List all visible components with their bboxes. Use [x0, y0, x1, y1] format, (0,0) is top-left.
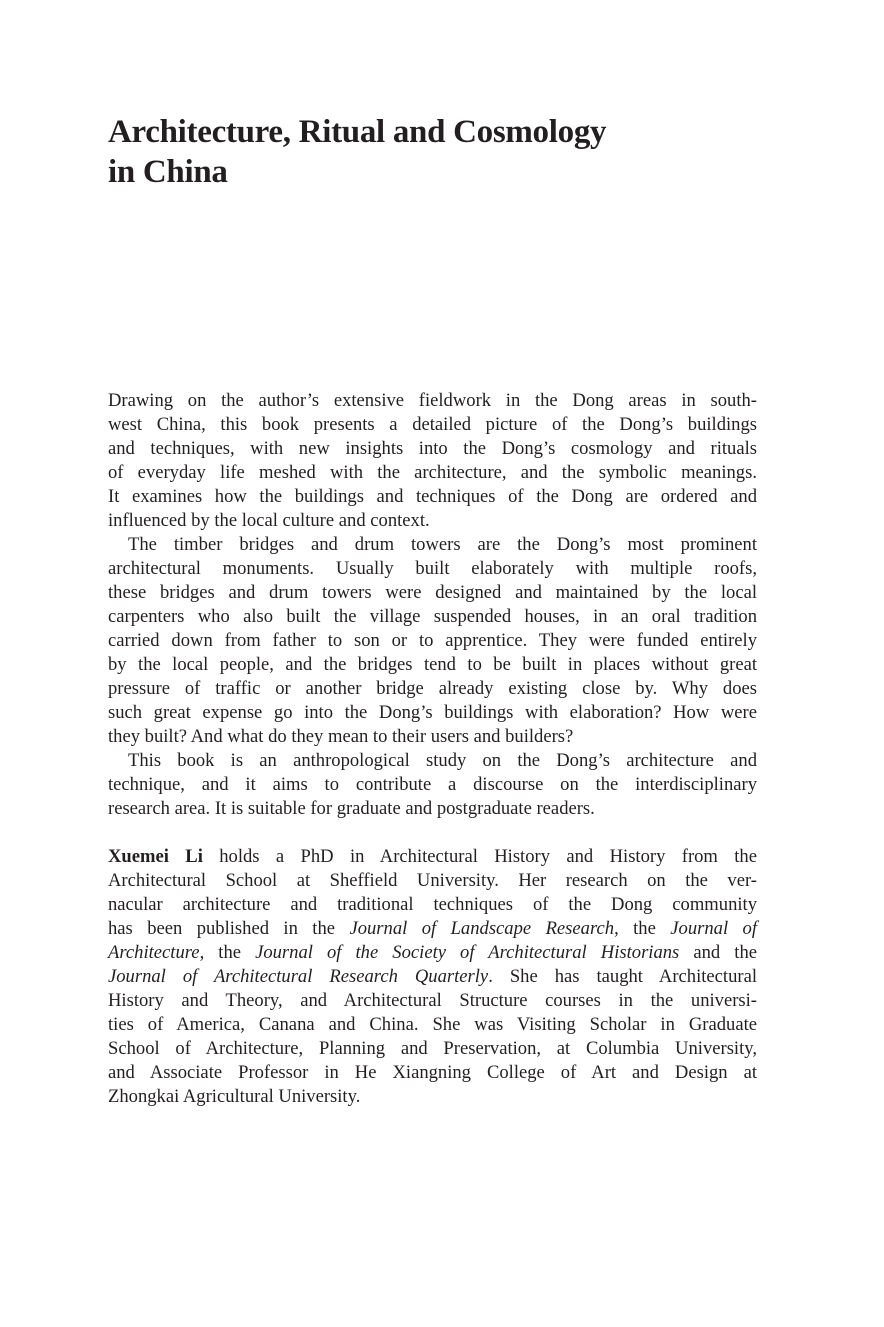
text-span: such great expense go into the Dong’s buildings with elaboration? How were — [108, 702, 757, 723]
text-span: and techniques, with new insights into the Dong’s cosmology and rituals — [108, 438, 757, 459]
text-span: architectural monuments. Usually built elaborately with multiple roofs, — [108, 558, 757, 579]
text-span: and Associate Professor in He Xiangning College of Art and Design at — [108, 1062, 757, 1083]
text-span: of everyday life meshed with the architecture, and the symbolic meanings. — [108, 462, 757, 483]
book-description — [108, 389, 757, 1109]
description-paragraph-2 — [108, 533, 757, 749]
text-span: carpenters who also built the village suspended houses, in an oral tradition — [108, 606, 757, 627]
journal-title: Journal of Architectural Research Quarterly — [108, 966, 489, 987]
text-line — [108, 677, 757, 701]
text-span: It examines how the buildings and techniques of the Dong are ordered and — [108, 486, 757, 507]
text-line — [108, 581, 757, 605]
text-span: influenced by the local culture and context. — [108, 510, 430, 531]
text-span: by the local people, and the bridges tend to be built in places without great — [108, 654, 757, 675]
text-line — [108, 485, 757, 509]
text-line — [108, 461, 757, 485]
text-span: The timber bridges and drum towers are the Dong’s most prominent — [128, 534, 757, 555]
text-span: carried down from father to son or to apprentice. They were funded entirely — [108, 630, 757, 651]
text-span: ties of America, Canana and China. She was Visiting Scholar in Graduate — [108, 1014, 757, 1035]
text-line — [108, 917, 757, 941]
text-line — [108, 413, 757, 437]
text-line — [108, 845, 757, 869]
text-line — [108, 893, 757, 917]
journal-title: Architecture — [108, 942, 200, 963]
text-line — [108, 869, 757, 893]
text-line — [108, 1085, 757, 1109]
text-span: west China, this book presents a detailed picture of the Dong’s buildings — [108, 414, 757, 435]
text-line — [108, 773, 757, 797]
text-span: Drawing on the author’s extensive fieldwork in the Dong areas in south- — [108, 390, 757, 411]
text-span: research area. It is suitable for graduate and postgraduate readers. — [108, 798, 595, 819]
text-span: Architectural School at Sheffield University. Her research on the ver- — [108, 870, 757, 891]
book-title-line-1: Architecture, Ritual and Cosmology — [108, 114, 607, 150]
author-name: Xuemei Li — [108, 846, 203, 867]
text-span: these bridges and drum towers were designed and maintained by the local — [108, 582, 757, 603]
text-line — [108, 701, 757, 725]
text-line — [108, 989, 757, 1013]
text-line — [108, 629, 757, 653]
text-span: School of Architecture, Planning and Preservation, at Columbia University, — [108, 1038, 757, 1059]
text-line — [108, 389, 757, 413]
text-span: technique, and it aims to contribute a discourse on the interdisciplinary — [108, 774, 757, 795]
text-line — [108, 437, 757, 461]
description-paragraph-1 — [108, 389, 757, 533]
text-span: Zhongkai Agricultural University. — [108, 1086, 361, 1107]
text-line — [108, 1013, 757, 1037]
text-line — [108, 509, 757, 533]
text-line — [108, 653, 757, 677]
paragraph-gap — [108, 821, 757, 845]
text-span: they built? And what do they mean to their users and builders? — [108, 726, 574, 747]
text-line — [108, 965, 757, 989]
text-span: , the — [614, 918, 671, 939]
journal-title: Journal of — [670, 918, 757, 939]
text-span: and the — [679, 942, 758, 963]
book-title — [108, 112, 606, 192]
text-span: This book is an anthropological study on the Dong’s architecture and — [128, 750, 757, 771]
text-span: , the — [199, 942, 256, 963]
text-line — [108, 1061, 757, 1085]
text-span: pressure of traffic or another bridge already existing close by. Why does — [108, 678, 757, 699]
text-line — [108, 557, 757, 581]
text-line — [108, 1037, 757, 1061]
text-span: . She has taught Architectural — [488, 966, 758, 987]
description-paragraph-3 — [108, 749, 757, 821]
journal-title: Journal of the Society of Architectural Historians — [255, 942, 680, 963]
text-span: nacular architecture and traditional techniques of the Dong community — [108, 894, 757, 915]
journal-title: Journal of Landscape Research — [349, 918, 615, 939]
book-title-line-2: in China — [108, 154, 228, 190]
text-span: History and Theory, and Architectural Structure courses in the universi- — [108, 990, 757, 1011]
text-line — [108, 749, 757, 773]
text-line — [108, 725, 757, 749]
text-line — [108, 533, 757, 557]
text-span: has been published in the — [108, 918, 350, 939]
text-line — [108, 605, 757, 629]
text-span: holds a PhD in Architectural History and History from the — [202, 846, 757, 867]
text-line — [108, 797, 757, 821]
author-bio — [108, 845, 757, 1109]
text-line — [108, 941, 757, 965]
